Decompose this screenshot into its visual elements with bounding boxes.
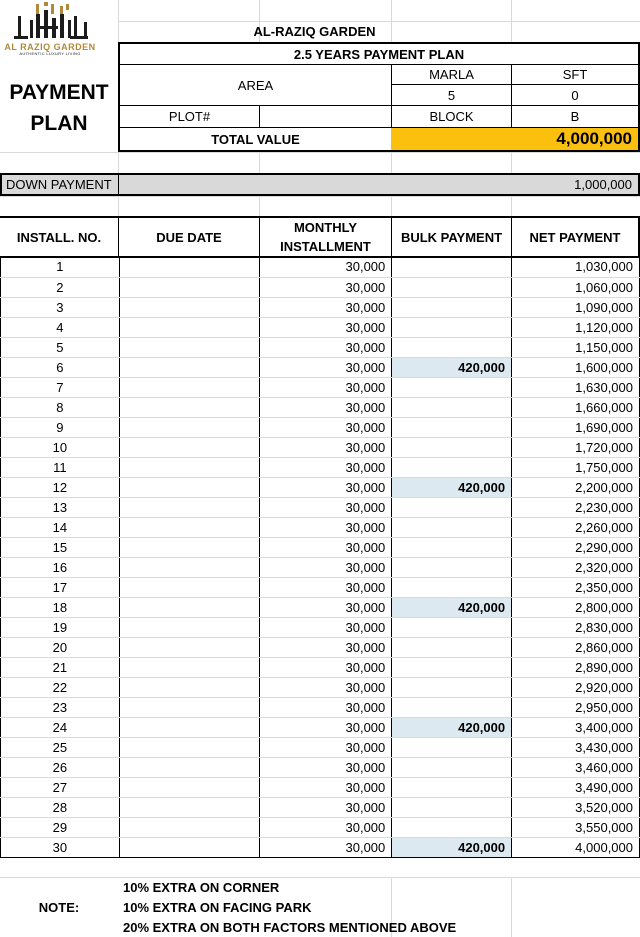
due-date-cell xyxy=(119,557,260,577)
net-payment-cell: 1,630,000 xyxy=(512,377,640,397)
install-no-cell: 20 xyxy=(1,637,120,657)
due-date-cell xyxy=(119,637,260,657)
bulk-payment-cell xyxy=(392,757,512,777)
table-row xyxy=(1,257,640,277)
install-no-cell: 1 xyxy=(1,257,120,277)
col-header-net-payment: NET PAYMENT xyxy=(529,229,621,245)
bulk-payment-cell xyxy=(392,697,512,717)
bulk-payment-cell xyxy=(392,557,512,577)
logo-wordmark: AL RAZIQ GARDEN xyxy=(4,42,96,52)
install-no-cell: 14 xyxy=(1,517,120,537)
due-date-cell xyxy=(119,417,260,437)
net-payment-cell: 2,350,000 xyxy=(512,577,640,597)
monthly-installment-cell: 30,000 xyxy=(260,717,392,737)
monthly-installment-cell: 30,000 xyxy=(260,477,392,497)
monthly-installment-cell: 30,000 xyxy=(260,497,392,517)
due-date-cell xyxy=(119,617,260,637)
table-row xyxy=(1,297,640,317)
monthly-installment-cell: 30,000 xyxy=(260,677,392,697)
install-no-cell: 8 xyxy=(1,397,120,417)
monthly-installment-cell: 30,000 xyxy=(260,457,392,477)
monthly-installment-cell: 30,000 xyxy=(260,397,392,417)
due-date-cell xyxy=(119,737,260,757)
net-payment-cell: 2,950,000 xyxy=(512,697,640,717)
install-no-cell: 25 xyxy=(1,737,120,757)
logo-emblem-icon xyxy=(0,0,110,46)
due-date-cell xyxy=(119,397,260,417)
net-payment-cell: 1,690,000 xyxy=(512,417,640,437)
monthly-installment-cell: 30,000 xyxy=(260,577,392,597)
table-row xyxy=(1,477,640,497)
heading-line-1: PAYMENT xyxy=(9,81,109,104)
install-no-cell: 2 xyxy=(1,277,120,297)
install-no-cell: 9 xyxy=(1,417,120,437)
bulk-payment-cell xyxy=(392,577,512,597)
net-payment-cell: 2,320,000 xyxy=(512,557,640,577)
table-row xyxy=(1,637,640,657)
col-header-monthly-line-1: MONTHLY xyxy=(293,220,358,235)
block-label: BLOCK xyxy=(429,109,474,124)
install-no-cell: 27 xyxy=(1,777,120,797)
install-no-cell: 12 xyxy=(1,477,120,497)
monthly-installment-cell: 30,000 xyxy=(260,817,392,837)
net-payment-cell: 3,430,000 xyxy=(512,737,640,757)
net-payment-cell: 1,660,000 xyxy=(512,397,640,417)
bulk-payment-cell xyxy=(392,417,512,437)
bulk-payment-cell xyxy=(392,657,512,677)
due-date-cell xyxy=(119,477,260,497)
table-row xyxy=(1,737,640,757)
monthly-installment-cell: 30,000 xyxy=(260,637,392,657)
net-payment-cell: 1,030,000 xyxy=(512,257,640,277)
table-row xyxy=(1,717,640,737)
monthly-installment-cell: 30,000 xyxy=(260,757,392,777)
col-header-due-date: DUE DATE xyxy=(156,229,222,245)
bulk-payment-cell: 420,000 xyxy=(392,597,512,617)
table-row xyxy=(1,837,640,857)
bulk-payment-cell: 420,000 xyxy=(392,717,512,737)
install-no-cell: 26 xyxy=(1,757,120,777)
bulk-payment-cell: 420,000 xyxy=(392,477,512,497)
plan-subtitle: 2.5 YEARS PAYMENT PLAN xyxy=(293,46,465,62)
table-row xyxy=(1,557,640,577)
monthly-installment-cell: 30,000 xyxy=(260,797,392,817)
install-no-cell: 15 xyxy=(1,537,120,557)
net-payment-cell: 1,600,000 xyxy=(512,357,640,377)
total-value-amount: 4,000,000 xyxy=(391,128,638,150)
installment-table xyxy=(0,257,640,858)
install-no-cell: 16 xyxy=(1,557,120,577)
table-row xyxy=(1,457,640,477)
net-payment-cell: 2,260,000 xyxy=(512,517,640,537)
payment-plan-heading xyxy=(0,76,118,140)
net-payment-cell: 2,830,000 xyxy=(512,617,640,637)
logo-tagline: AUTHENTIC LUXURY LIVING xyxy=(19,51,81,56)
monthly-installment-cell: 30,000 xyxy=(260,777,392,797)
bulk-payment-cell xyxy=(392,257,512,277)
bulk-payment-cell xyxy=(392,337,512,357)
install-no-cell: 7 xyxy=(1,377,120,397)
net-payment-cell: 3,520,000 xyxy=(512,797,640,817)
bulk-payment-cell xyxy=(392,637,512,657)
net-payment-cell: 1,060,000 xyxy=(512,277,640,297)
net-payment-cell: 3,460,000 xyxy=(512,757,640,777)
table-row xyxy=(1,497,640,517)
due-date-cell xyxy=(119,377,260,397)
net-payment-cell: 2,200,000 xyxy=(512,477,640,497)
area-label: AREA xyxy=(237,77,274,93)
install-no-cell: 4 xyxy=(1,317,120,337)
install-no-cell: 24 xyxy=(1,717,120,737)
bulk-payment-cell: 420,000 xyxy=(392,837,512,857)
bulk-payment-cell xyxy=(392,297,512,317)
table-row xyxy=(1,417,640,437)
monthly-installment-cell: 30,000 xyxy=(260,617,392,637)
net-payment-cell: 2,920,000 xyxy=(512,677,640,697)
install-no-cell: 6 xyxy=(1,357,120,377)
due-date-cell xyxy=(119,297,260,317)
col-header-monthly xyxy=(260,218,391,256)
install-no-cell: 23 xyxy=(1,697,120,717)
due-date-cell xyxy=(119,657,260,677)
monthly-installment-cell: 30,000 xyxy=(260,377,392,397)
bulk-payment-cell xyxy=(392,517,512,537)
monthly-installment-cell: 30,000 xyxy=(260,517,392,537)
bulk-payment-cell xyxy=(392,617,512,637)
net-payment-cell: 2,230,000 xyxy=(512,497,640,517)
net-payment-cell: 2,890,000 xyxy=(512,657,640,677)
bulk-payment-cell xyxy=(392,817,512,837)
col-header-monthly-line-2: INSTALLMENT xyxy=(280,239,371,254)
due-date-cell xyxy=(119,817,260,837)
table-row xyxy=(1,537,640,557)
note-item: 10% EXTRA ON CORNER xyxy=(123,879,280,895)
bulk-payment-cell xyxy=(392,277,512,297)
note-item: 20% EXTRA ON BOTH FACTORS MENTIONED ABOVE xyxy=(123,919,457,935)
due-date-cell xyxy=(119,517,260,537)
monthly-installment-cell: 30,000 xyxy=(260,257,392,277)
net-payment-cell: 1,090,000 xyxy=(512,297,640,317)
table-row xyxy=(1,597,640,617)
due-date-cell xyxy=(119,597,260,617)
net-payment-cell: 2,860,000 xyxy=(512,637,640,657)
due-date-cell xyxy=(119,797,260,817)
monthly-installment-cell: 30,000 xyxy=(260,737,392,757)
sft-label: SFT xyxy=(562,67,588,82)
marla-label: MARLA xyxy=(429,67,474,82)
due-date-cell xyxy=(119,357,260,377)
due-date-cell xyxy=(119,837,260,857)
net-payment-cell: 1,120,000 xyxy=(512,317,640,337)
monthly-installment-cell: 30,000 xyxy=(260,557,392,577)
net-payment-cell: 1,720,000 xyxy=(512,437,640,457)
table-row xyxy=(1,377,640,397)
due-date-cell xyxy=(119,337,260,357)
due-date-cell xyxy=(119,437,260,457)
bulk-payment-cell xyxy=(392,377,512,397)
net-payment-cell: 3,490,000 xyxy=(512,777,640,797)
net-payment-cell: 1,150,000 xyxy=(512,337,640,357)
net-payment-cell: 1,750,000 xyxy=(512,457,640,477)
net-payment-cell: 4,000,000 xyxy=(512,837,640,857)
due-date-cell xyxy=(119,277,260,297)
sft-value: 0 xyxy=(571,87,579,103)
due-date-cell xyxy=(119,457,260,477)
monthly-installment-cell: 30,000 xyxy=(260,657,392,677)
monthly-installment-cell: 30,000 xyxy=(260,337,392,357)
table-row xyxy=(1,697,640,717)
install-no-cell: 18 xyxy=(1,597,120,617)
monthly-installment-cell: 30,000 xyxy=(260,597,392,617)
monthly-installment-cell: 30,000 xyxy=(260,357,392,377)
bulk-payment-cell xyxy=(392,797,512,817)
table-row xyxy=(1,577,640,597)
install-no-cell: 22 xyxy=(1,677,120,697)
monthly-installment-cell: 30,000 xyxy=(260,317,392,337)
install-no-cell: 28 xyxy=(1,797,120,817)
monthly-installment-cell: 30,000 xyxy=(260,297,392,317)
plot-value xyxy=(260,106,391,127)
install-no-cell: 11 xyxy=(1,457,120,477)
table-row xyxy=(1,517,640,537)
bulk-payment-cell xyxy=(392,537,512,557)
down-payment-value: 1,000,000 xyxy=(574,177,632,192)
bulk-payment-cell xyxy=(392,397,512,417)
monthly-installment-cell: 30,000 xyxy=(260,837,392,857)
bulk-payment-cell: 420,000 xyxy=(392,357,512,377)
bulk-payment-cell xyxy=(392,457,512,477)
due-date-cell xyxy=(119,577,260,597)
bulk-payment-cell xyxy=(392,437,512,457)
bulk-payment-cell xyxy=(392,317,512,337)
block-value: B xyxy=(570,109,580,124)
monthly-installment-cell: 30,000 xyxy=(260,417,392,437)
marla-value: 5 xyxy=(447,87,456,103)
table-row xyxy=(1,657,640,677)
due-date-cell xyxy=(119,537,260,557)
note-item: 10% EXTRA ON FACING PARK xyxy=(123,899,312,915)
heading-line-2: PLAN xyxy=(30,112,88,135)
due-date-cell xyxy=(119,257,260,277)
project-title: AL-RAZIQ GARDEN xyxy=(253,24,376,39)
table-row xyxy=(1,617,640,637)
due-date-cell xyxy=(119,497,260,517)
install-no-cell: 30 xyxy=(1,837,120,857)
net-payment-cell: 2,290,000 xyxy=(512,537,640,557)
install-no-cell: 29 xyxy=(1,817,120,837)
install-no-cell: 10 xyxy=(1,437,120,457)
table-row xyxy=(1,337,640,357)
due-date-cell xyxy=(119,777,260,797)
net-payment-cell: 3,400,000 xyxy=(512,717,640,737)
monthly-installment-cell: 30,000 xyxy=(260,277,392,297)
monthly-installment-cell: 30,000 xyxy=(260,537,392,557)
table-row xyxy=(1,817,640,837)
install-no-cell: 21 xyxy=(1,657,120,677)
install-no-cell: 5 xyxy=(1,337,120,357)
company-logo xyxy=(0,0,110,58)
install-no-cell: 13 xyxy=(1,497,120,517)
total-value-label: TOTAL VALUE xyxy=(211,131,300,147)
table-row xyxy=(1,397,640,417)
bulk-payment-cell xyxy=(392,737,512,757)
table-row xyxy=(1,277,640,297)
table-row xyxy=(1,357,640,377)
note-label: NOTE: xyxy=(38,899,80,915)
install-no-cell: 3 xyxy=(1,297,120,317)
plot-label: PLOT# xyxy=(168,109,211,124)
install-no-cell: 19 xyxy=(1,617,120,637)
col-header-bulk-payment: BULK PAYMENT xyxy=(400,229,503,245)
due-date-cell xyxy=(119,317,260,337)
due-date-cell xyxy=(119,677,260,697)
table-row xyxy=(1,797,640,817)
table-row xyxy=(1,437,640,457)
bulk-payment-cell xyxy=(392,677,512,697)
net-payment-cell: 3,550,000 xyxy=(512,817,640,837)
due-date-cell xyxy=(119,697,260,717)
due-date-cell xyxy=(119,757,260,777)
monthly-installment-cell: 30,000 xyxy=(260,437,392,457)
down-payment-label: DOWN PAYMENT xyxy=(6,177,112,192)
install-no-cell: 17 xyxy=(1,577,120,597)
table-row xyxy=(1,677,640,697)
bulk-payment-cell xyxy=(392,777,512,797)
net-payment-cell: 2,800,000 xyxy=(512,597,640,617)
monthly-installment-cell: 30,000 xyxy=(260,697,392,717)
table-row xyxy=(1,757,640,777)
due-date-cell xyxy=(119,717,260,737)
bulk-payment-cell xyxy=(392,497,512,517)
table-row xyxy=(1,777,640,797)
table-row xyxy=(1,317,640,337)
col-header-install-no: INSTALL. NO. xyxy=(16,229,102,245)
